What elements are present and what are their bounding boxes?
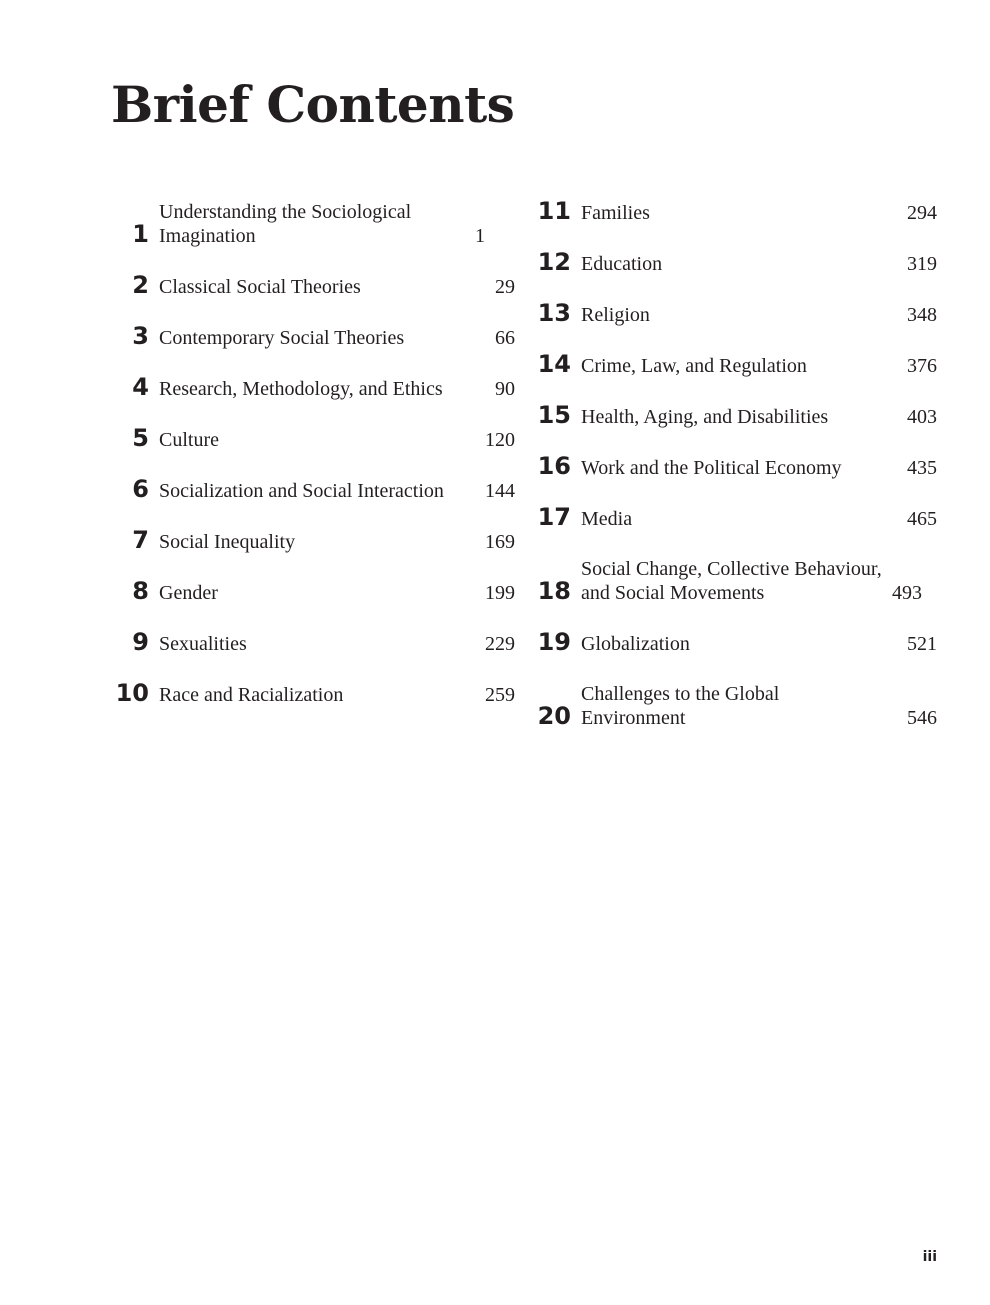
chapter-title: Classical Social Theories [159, 275, 361, 298]
page-number: 144 [485, 479, 515, 502]
toc-entry[interactable] [533, 452, 937, 480]
chapter-title: Media [581, 507, 633, 530]
chapter-title: Research, Methodology, and Ethics [159, 377, 443, 400]
page-number: 169 [485, 530, 515, 553]
chapter-number: 5 [132, 424, 149, 452]
chapter-number: 17 [537, 503, 571, 531]
page-number: 493 [892, 581, 922, 604]
chapter-title: Religion [581, 303, 650, 326]
chapter-number: 15 [537, 401, 571, 429]
page-number: 435 [907, 456, 937, 479]
page-number: 66 [495, 326, 515, 349]
chapter-number: 6 [132, 475, 149, 503]
chapter-number: 13 [537, 299, 571, 327]
toc-entry[interactable] [111, 322, 515, 350]
toc-entry[interactable] [111, 475, 515, 503]
chapter-number: 4 [132, 373, 149, 401]
page-number: 319 [907, 252, 937, 275]
chapter-title: Families [581, 201, 650, 224]
page-number: 465 [907, 507, 937, 530]
toc-entry[interactable] [533, 248, 937, 276]
chapter-number: 2 [132, 271, 149, 299]
page-number: 90 [495, 377, 515, 400]
contents-column-left [111, 197, 515, 730]
page-number: 199 [485, 581, 515, 604]
chapter-number: 19 [537, 628, 571, 656]
toc-entry[interactable] [111, 628, 515, 656]
page-number: 259 [485, 683, 515, 706]
toc-entry[interactable] [533, 401, 937, 429]
page-number: 229 [485, 632, 515, 655]
chapter-number: 8 [132, 577, 149, 605]
page-number: 1 [475, 224, 485, 247]
chapter-title: Education [581, 252, 663, 275]
chapter-number: 7 [132, 526, 149, 554]
page-number: 546 [907, 706, 937, 729]
page-folio: iii [922, 1249, 937, 1265]
toc-entry[interactable] [111, 373, 515, 401]
toc-entry[interactable] [533, 350, 937, 378]
toc-entry[interactable] [533, 554, 937, 605]
chapter-number: 3 [132, 322, 149, 350]
page-number: 294 [907, 201, 937, 224]
page-number: 521 [907, 632, 937, 655]
chapter-title: Work and the Political Economy [581, 456, 842, 479]
toc-entry[interactable] [533, 299, 937, 327]
chapter-title: Contemporary Social Theories [159, 326, 405, 349]
chapter-title: Culture [159, 428, 219, 451]
chapter-number: 9 [132, 628, 149, 656]
chapter-title: Social Inequality [159, 530, 296, 553]
page-number: 376 [907, 354, 937, 377]
chapter-number: 1 [132, 220, 149, 248]
toc-entry[interactable] [111, 424, 515, 452]
chapter-title: Socialization and Social Interaction [159, 479, 444, 502]
chapter-number: 20 [537, 702, 571, 730]
toc-entry[interactable] [533, 679, 937, 730]
chapter-title: Gender [159, 581, 218, 604]
toc-entry[interactable] [111, 197, 515, 248]
chapter-title: Challenges to the Global Environment [581, 683, 780, 729]
chapter-number: 10 [115, 679, 149, 707]
chapter-title: Sexualities [159, 632, 247, 655]
page-number: 120 [485, 428, 515, 451]
toc-entry[interactable] [111, 271, 515, 299]
chapter-number: 12 [537, 248, 571, 276]
toc-entry[interactable] [111, 526, 515, 554]
chapter-title: Race and Racialization [159, 683, 344, 706]
chapter-title: Crime, Law, and Regulation [581, 354, 807, 377]
chapter-number: 16 [537, 452, 571, 480]
chapter-title: Understanding the Sociological Imagination [159, 201, 412, 247]
page-number: 403 [907, 405, 937, 428]
chapter-number: 14 [537, 350, 571, 378]
chapter-title: Social Change, Collective Behaviour, and Social Movements [581, 558, 882, 604]
contents-column-right [533, 197, 937, 753]
toc-entry[interactable] [111, 577, 515, 605]
toc-entry[interactable] [533, 628, 937, 656]
chapter-title: Health, Aging, and Disabilities [581, 405, 829, 428]
chapter-number: 18 [537, 577, 571, 605]
page-number: 29 [495, 275, 515, 298]
toc-entry[interactable] [533, 197, 937, 225]
toc-entry[interactable] [111, 679, 515, 707]
page-title: Brief Contents [111, 75, 515, 134]
chapter-title: Globalization [581, 632, 690, 655]
chapter-number: 11 [537, 197, 571, 225]
page-number: 348 [907, 303, 937, 326]
toc-entry[interactable] [533, 503, 937, 531]
